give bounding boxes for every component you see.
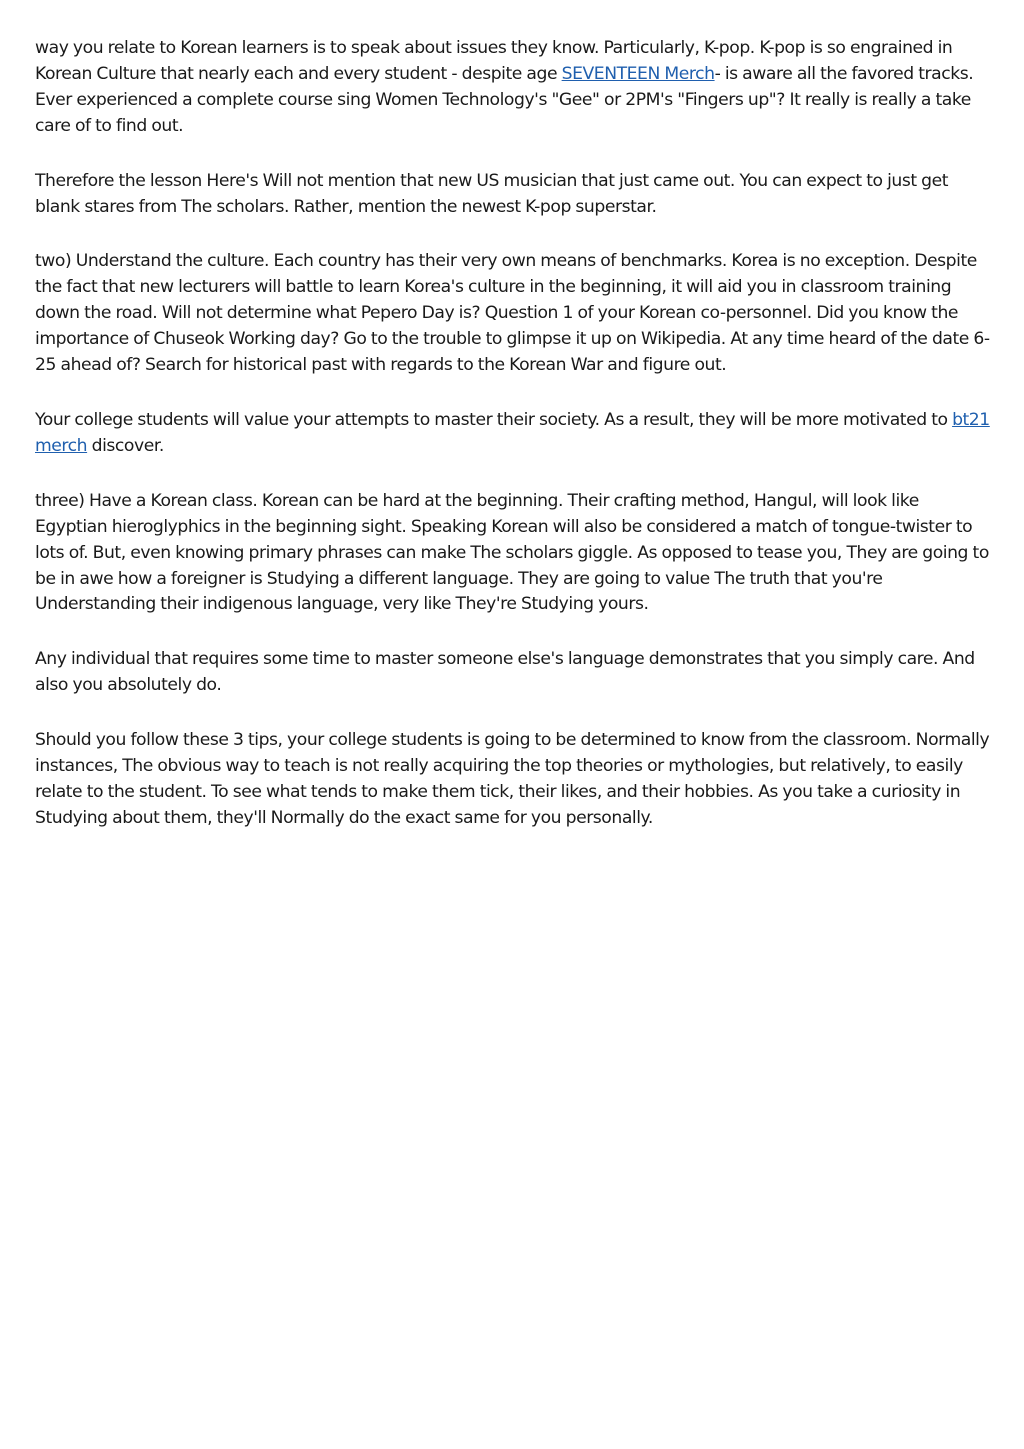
paragraph-society-text-after: discover. — [87, 435, 164, 456]
document-body — [35, 36, 993, 861]
paragraph-lesson: Therefore the lesson Here's Will not mention that new US musician that just came out. You can expect to just get blank stares from The scholars. Rather, mention the newest K-pop superstar. — [35, 170, 949, 217]
paragraph-tips: Should you follow these 3 tips, your college students is going to be determined to know from the classroom. Normally instances, The obvious way to teach is not really acquiring the top theories or mythologies, but relatively, to easily relate to the student. To see what tends to make them tick, their likes, and their hobbies. As you take a curiosity in Studying about them, they'll Normally do the exact same for you personally. — [35, 730, 990, 828]
paragraph-kpop — [35, 36, 993, 140]
seventeen-merch-link[interactable]: SEVENTEEN Merch — [561, 63, 715, 84]
paragraph-culture: two) Understand the culture. Each country has their very own means of benchmarks. Korea is no exception. Despite the fact that new lecturers will battle to learn Korea's culture in the beginning, it will aid you in classroom training down the road. Will not determine what Pepero Day is? Question 1 of your Korean co-personnel. Did you know the importance of Chuseok Working day? Go to the trouble to glimpse it up on Wikipedia. At any time heard of the date 6-25 ahead of? Search for historical past with regards to the Korean War and figure out. — [35, 251, 990, 376]
paragraph-korean-class: three) Have a Korean class. Korean can be hard at the beginning. Their crafting method, Hangul, will look like Egyptian hieroglyphics in the beginning sight. Speaking Korean will also be considered a match of tongue-twister to lots of. But, even knowing primary phrases can make The scholars giggle. As opposed to tease you, They are going to be in awe how a foreigner is Studying a different language. They are going to value The truth that you're Understanding their indigenous language, very like They're Studying yours. — [35, 490, 989, 615]
paragraph-kpop-text-before: way you relate to Korean learners is to speak about issues they know. Particularly, K-pop. K-pop is so engrained in Korean Culture that nearly each and every student - despite age — [35, 38, 953, 84]
paragraph-kpop-text-after: - is aware all the favored tracks. Ever experienced a complete course sing Women Technology's "Gee" or 2PM's "Fingers up"? It really is really a take care of to find out. — [35, 63, 974, 136]
paragraph-care: Any individual that requires some time to master someone else's language demonstrates that you simply care. And also you absolutely do. — [35, 649, 975, 696]
paragraph-society-text-before: Your college students will value your attempts to master their society. As a result, they will be more motivated to — [35, 409, 953, 430]
bt21-merch-link[interactable]: bt21 merch — [35, 409, 990, 456]
paragraph-society — [35, 408, 993, 460]
